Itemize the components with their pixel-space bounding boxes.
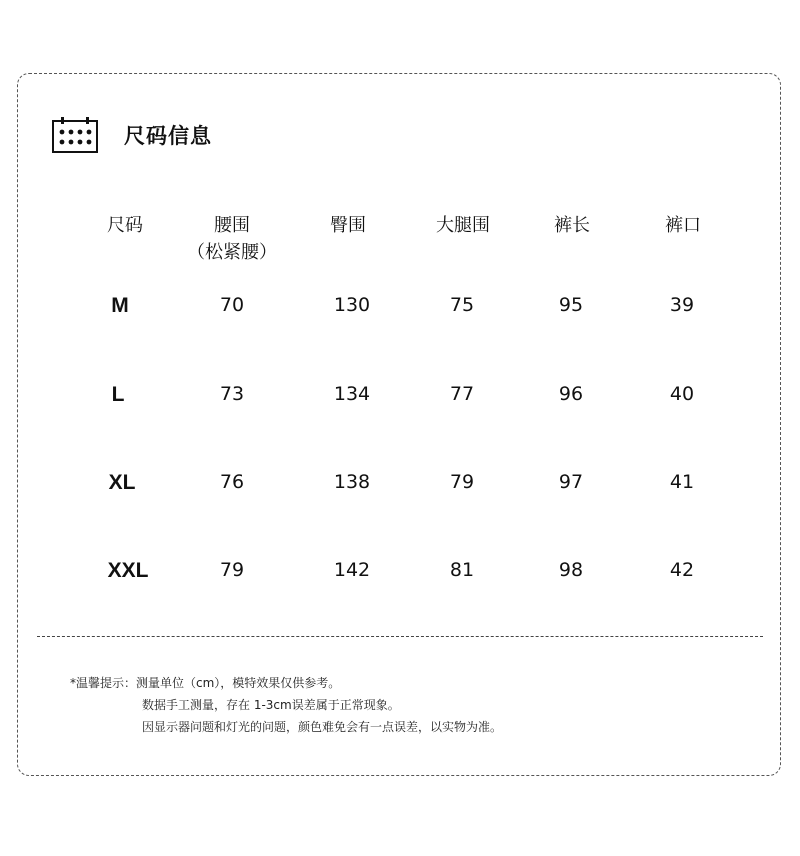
table-cell: 39 bbox=[669, 294, 695, 316]
table-cell: 79 bbox=[219, 559, 245, 581]
table-cell: 142 bbox=[333, 559, 371, 581]
table-cell: 138 bbox=[333, 471, 371, 493]
table-row-size: XXL bbox=[107, 559, 149, 582]
header-waist-sub: （松紧腰） bbox=[187, 242, 277, 263]
table-cell: 42 bbox=[669, 559, 695, 581]
table-cell: 98 bbox=[558, 559, 584, 581]
note-line-1: *温馨提示：测量单位（cm），模特效果仅供参考。 bbox=[70, 676, 341, 690]
table-cell: 40 bbox=[669, 383, 695, 405]
table-cell: 76 bbox=[219, 471, 245, 493]
note-line-3: 因显示器问题和灯光的问题，颜色难免会有一点误差，以实物为准。 bbox=[142, 720, 503, 734]
header-thigh: 大腿围 bbox=[436, 215, 490, 236]
table-cell: 41 bbox=[669, 471, 695, 493]
page-title: 尺码信息 bbox=[124, 124, 212, 148]
table-row-size: M bbox=[111, 294, 129, 317]
table-row-size: XL bbox=[108, 471, 136, 494]
calendar-icon bbox=[52, 117, 98, 153]
table-cell: 79 bbox=[449, 471, 475, 493]
header-size: 尺码 bbox=[107, 215, 143, 236]
table-cell: 75 bbox=[449, 294, 475, 316]
header-hem: 裤口 bbox=[665, 215, 701, 236]
table-row-size: L bbox=[111, 383, 125, 406]
table-cell: 81 bbox=[449, 559, 475, 581]
note-line-2: 数据手工测量，存在 1-3cm误差属于正常现象。 bbox=[142, 698, 400, 712]
table-cell: 95 bbox=[558, 294, 584, 316]
table-cell: 96 bbox=[558, 383, 584, 405]
table-cell: 73 bbox=[219, 383, 245, 405]
table-cell: 70 bbox=[219, 294, 245, 316]
header-length: 裤长 bbox=[554, 215, 590, 236]
header-hip: 臀围 bbox=[330, 215, 366, 236]
divider bbox=[37, 636, 763, 637]
size-info-card bbox=[17, 73, 781, 776]
table-cell: 130 bbox=[333, 294, 371, 316]
table-cell: 77 bbox=[449, 383, 475, 405]
header-waist-label: 腰围 bbox=[214, 215, 250, 236]
table-cell: 97 bbox=[558, 471, 584, 493]
header-waist bbox=[187, 212, 277, 266]
table-cell: 134 bbox=[333, 383, 371, 405]
section-header bbox=[52, 117, 212, 153]
